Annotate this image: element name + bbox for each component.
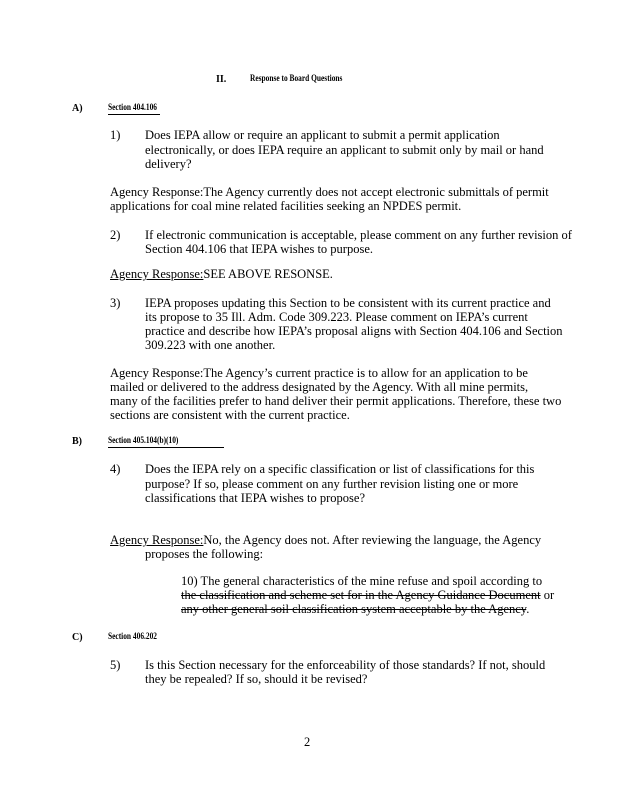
r3-text-1: The Agency’s current practice is to allow for an application to be: [203, 366, 528, 380]
r1-line-1: [110, 185, 549, 200]
r1-label: Agency Response:: [110, 185, 204, 199]
header-title: Response to Board Questions: [250, 74, 343, 84]
r1-line-2: applications for coal mine related facilities seeking an NPDES permit.: [110, 199, 462, 213]
q4-line-3: classifications that IEPA wishes to propose?: [145, 491, 365, 505]
q5-line-1: Is this Section necessary for the enforceability of those standards? If not, should: [145, 658, 546, 672]
q2-line-2: Section 404.106 that IEPA wishes to purpose.: [145, 242, 374, 256]
section-a-letter: A): [72, 103, 83, 114]
q1-line-2: electronically, or does IEPA require an applicant to submit only by mail or hand: [145, 143, 544, 157]
q2-number: 2): [110, 228, 121, 242]
q3-line-2: its propose to 35 Ill. Adm. Code 309.223. Please comment on IEPA’s current: [145, 310, 528, 324]
r4-label: Agency Response:: [110, 533, 204, 547]
r2-line: [110, 267, 333, 282]
section-b-letter: B): [72, 436, 82, 447]
q4-line-2: purpose? If so, please comment on any further revision listing one or more: [145, 477, 519, 491]
amend-line-2: [181, 588, 554, 603]
amend-line-3-struck: any other general soil classification system acceptable by the Agency: [181, 602, 527, 616]
page-number: 2: [304, 735, 311, 749]
q3-line-3: practice and describe how IEPA’s proposal aligns with Section 404.106 and Section: [145, 324, 563, 338]
q1-line-1: Does IEPA allow or require an applicant to submit a permit application: [145, 128, 500, 142]
r4-text-1: No, the Agency does not. After reviewing the language, the Agency: [203, 533, 542, 547]
amend-line-3-tail: .: [526, 602, 530, 616]
r4-line-2: proposes the following:: [145, 547, 264, 561]
r1-text-1: The Agency currently does not accept electronic submittals of permit: [203, 185, 549, 199]
amend-line-2-tail: or: [540, 588, 555, 602]
r2-label: Agency Response:: [110, 267, 204, 281]
header-numeral: II.: [216, 74, 227, 85]
q3-line-1: IEPA proposes updating this Section to be consistent with its current practice and: [145, 296, 551, 310]
q5-number: 5): [110, 658, 121, 672]
q4-line-1: Does the IEPA rely on a specific classification or list of classifications for this: [145, 462, 535, 476]
section-a-underline: [108, 114, 160, 115]
r3-label: Agency Response:: [110, 366, 204, 380]
q4-number: 4): [110, 462, 121, 476]
r4-line-1: [110, 533, 541, 548]
r2-text: SEE ABOVE RESONSE.: [203, 267, 333, 281]
r3-line-1: [110, 366, 528, 381]
section-b-title: Section 405.104(b)(10): [108, 436, 179, 446]
r3-line-4: sections are consistent with the current practice.: [110, 408, 350, 422]
amend-line-2-struck: the classification and scheme set for in the Agency Guidance Document: [181, 588, 541, 602]
r3-line-3: many of the facilities prefer to hand deliver their permit applications. Therefore, these two: [110, 394, 562, 408]
q3-number: 3): [110, 296, 121, 310]
amend-line-3: [181, 602, 529, 617]
section-c-title: Section 406.202: [108, 632, 157, 642]
amend-line-1: 10) The general characteristics of the mine refuse and spoil according to: [181, 574, 543, 588]
r3-line-2: mailed or delivered to the address designated by the Agency. With all mine permits,: [110, 380, 529, 394]
q1-line-3: delivery?: [145, 157, 192, 171]
section-b-underline: [108, 447, 224, 448]
q2-line-1: If electronic communication is acceptable, please comment on any further revision of: [145, 228, 572, 242]
q5-line-2: they be repealed? If so, should it be revised?: [145, 672, 368, 686]
q1-number: 1): [110, 128, 121, 142]
section-a-title: Section 404.106: [108, 103, 157, 113]
section-c-letter: C): [72, 632, 83, 643]
q3-line-4: 309.223 with one another.: [145, 338, 276, 352]
